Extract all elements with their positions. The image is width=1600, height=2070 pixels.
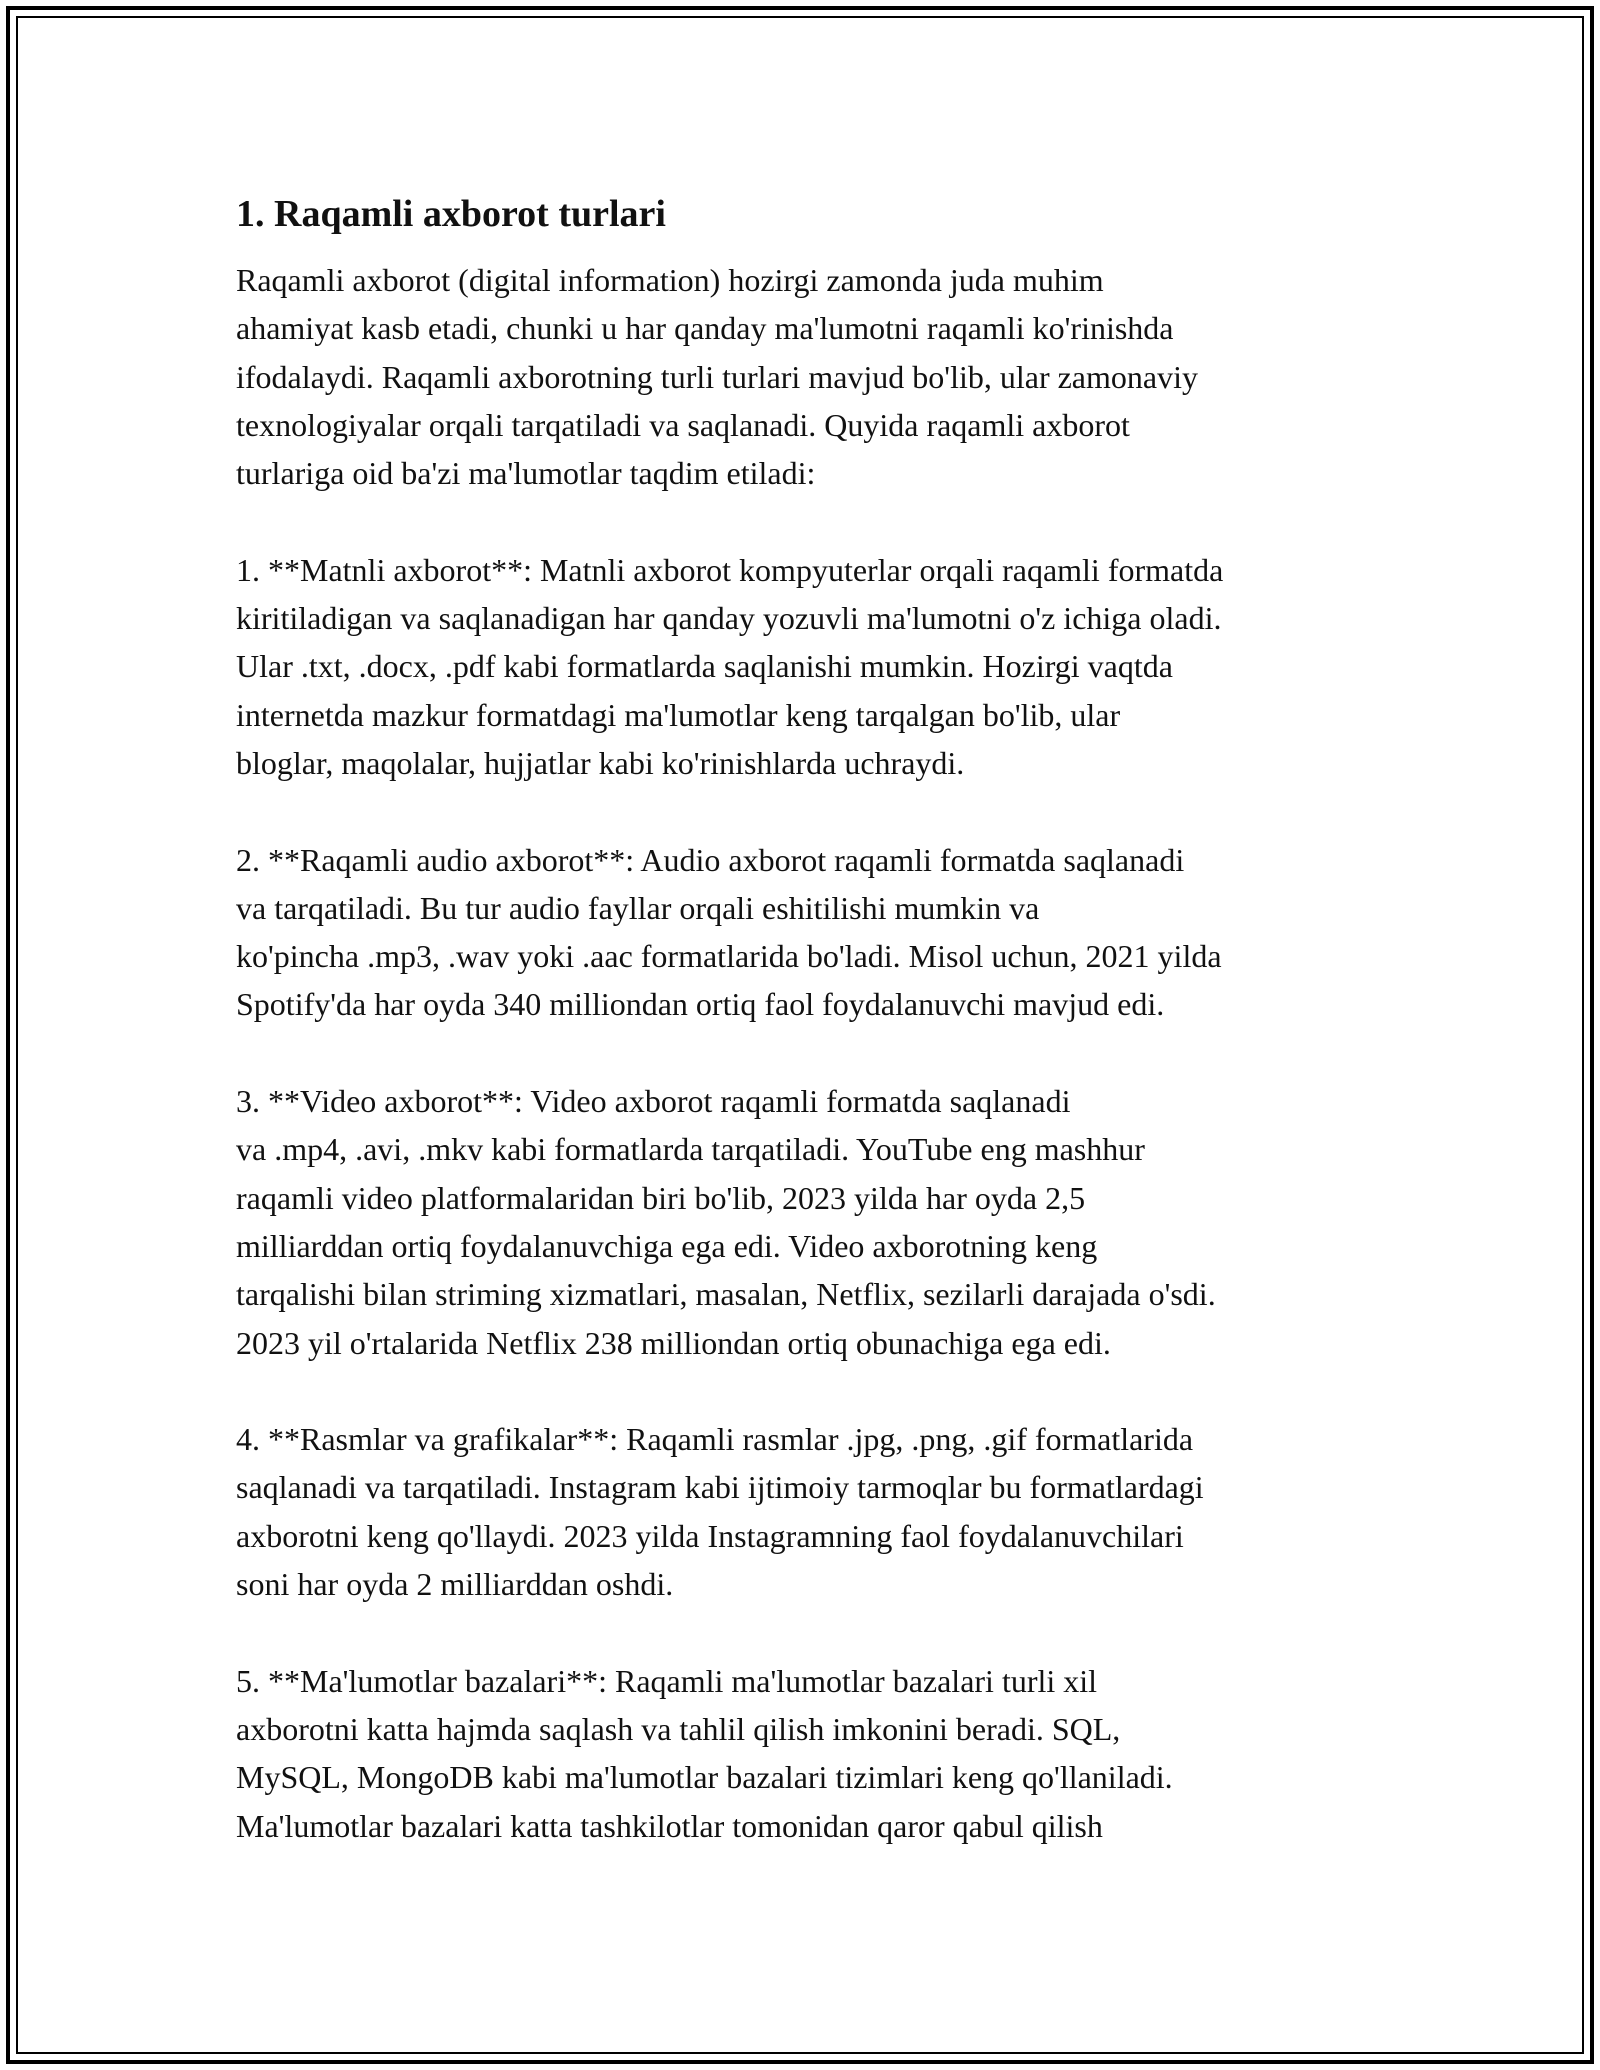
text-line: 3. **Video axborot**: Video axborot raqamli formatda saqlanadi — [236, 1083, 1071, 1120]
text-line: tarqalishi bilan striming xizmatlari, masalan, Netflix, sezilarli darajada o'sdi. — [236, 1276, 1216, 1313]
text-line: Raqamli axborot (digital information) hozirgi zamonda juda muhim — [236, 262, 1104, 298]
paragraph-text-info — [236, 546, 1406, 787]
text-line: internetda mazkur formatdagi ma'lumotlar keng tarqalgan bo'lib, ular — [236, 696, 1121, 733]
text-line: 2023 yil o'rtalarida Netflix 238 milliondan ortiq obunachiga ega edi. — [236, 1324, 1111, 1361]
text-line: bloglar, maqolalar, hujjatlar kabi ko'rinishlarda uchraydi. — [236, 744, 965, 781]
text-line: ko'pincha .mp3, .wav yoki .aac formatlarida bo'ladi. Misol uchun, 2021 yilda — [236, 938, 1222, 975]
text-line: 1. **Matnli axborot**: Matnli axborot kompyuterlar orqali raqamli formatda — [236, 551, 1224, 588]
text-line: axborotni katta hajmda saqlash va tahlil qilish imkonini beradi. SQL, — [236, 1710, 1121, 1747]
text-line: ifodalaydi. Raqamli axborotning turli turlari mavjud bo'lib, ular zamonaviy — [236, 358, 1198, 395]
section-title: 1. Raqamli axborot turlari — [236, 193, 666, 235]
paragraph-audio-info — [236, 836, 1406, 1029]
text-line: kiritiladigan va saqlanadigan har qanday yozuvli ma'lumotni o'z ichiga oladi. — [236, 600, 1222, 637]
text-line: 2. **Raqamli audio axborot**: Audio axborot raqamli formatda saqlanadi — [236, 841, 1185, 878]
text-line: Spotify'da har oyda 340 milliondan ortiq faol foydalanuvchi mavjud edi. — [236, 986, 1165, 1023]
document-body — [236, 182, 1406, 1898]
text-line: texnologiyalar orqali tarqatiladi va saqlanadi. Quyida raqamli axborot — [236, 406, 1130, 443]
text-line: va .mp4, .avi, .mkv kabi formatlarda tarqatiladi. YouTube eng mashhur — [236, 1131, 1145, 1168]
text-line: Ma'lumotlar bazalari katta tashkilotlar tomonidan qaror qabul qilish — [236, 1807, 1103, 1844]
text-line: MySQL, MongoDB kabi ma'lumotlar bazalari tizimlari keng qo'llaniladi. — [236, 1759, 1173, 1796]
text-line: 4. **Rasmlar va grafikalar**: Raqamli rasmlar .jpg, .png, .gif formatlarida — [236, 1421, 1194, 1458]
intro-paragraph — [236, 256, 1406, 497]
text-line: 5. **Ma'lumotlar bazalari**: Raqamli ma'lumotlar bazalari turli xil — [236, 1662, 1098, 1699]
text-line: soni har oyda 2 milliarddan oshdi. — [236, 1566, 674, 1603]
paragraph-images-info — [236, 1415, 1406, 1608]
text-line: axborotni keng qo'llaydi. 2023 yilda Instagramning faol foydalanuvchilari — [236, 1517, 1184, 1554]
text-line: saqlanadi va tarqatiladi. Instagram kabi ijtimoiy tarmoqlar bu formatlardagi — [236, 1469, 1204, 1506]
text-line: ahamiyat kasb etadi, chunki u har qanday ma'lumotni raqamli ko'rinishda — [236, 310, 1174, 347]
paragraph-video-info — [236, 1077, 1406, 1367]
text-line: milliarddan ortiq foydalanuvchiga ega edi. Video axborotning keng — [236, 1227, 1098, 1264]
text-line: raqamli video platformalaridan biri bo'lib, 2023 yilda har oyda 2,5 — [236, 1179, 1086, 1216]
text-line: Ular .txt, .docx, .pdf kabi formatlarda saqlanishi mumkin. Hozirgi vaqtda — [236, 648, 1173, 685]
paragraph-databases-info — [236, 1657, 1406, 1850]
text-line: va tarqatiladi. Bu tur audio fayllar orqali eshitilishi mumkin va — [236, 889, 1040, 926]
text-line: turlariga oid ba'zi ma'lumotlar taqdim etiladi: — [236, 455, 816, 492]
